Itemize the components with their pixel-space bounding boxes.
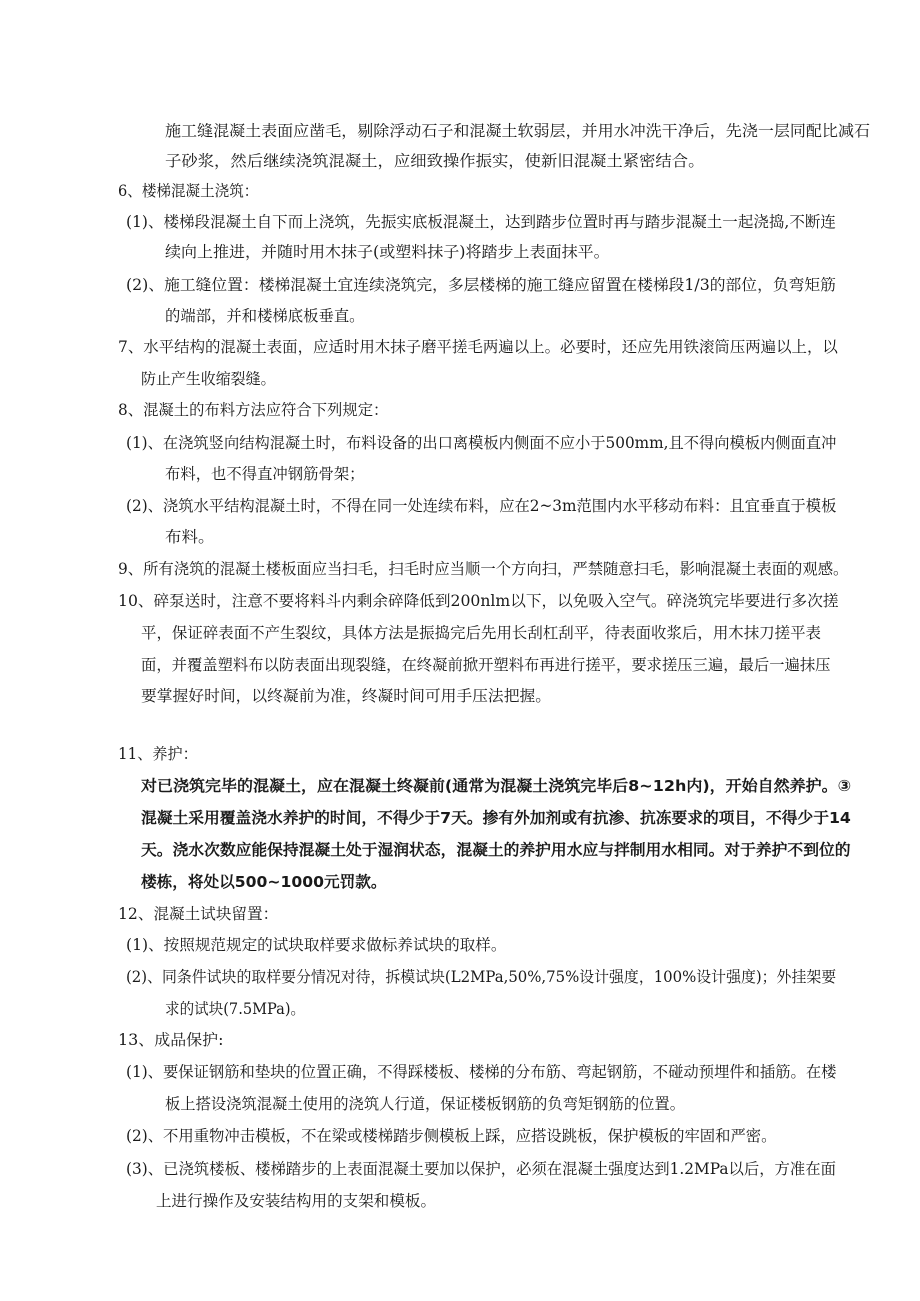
text-line: 求的试块(7.5MPa)。 xyxy=(165,1000,306,1018)
text-line: 要掌握好时间，以终凝前为准，终凝时间可用手压法把握。 xyxy=(141,687,552,705)
section-heading: 13、成品保护: xyxy=(118,1031,224,1049)
text-line: (1)、按照规范规定的试块取样要求做标养试块的取样。 xyxy=(126,936,507,954)
section-heading: 8、混凝土的布料方法应符合下列规定： xyxy=(118,401,389,419)
text-line: 施工缝混凝土表面应凿毛，剔除浮动石子和混凝土软弱层，并用水冲洗干净后，先浇一层同配比减石 xyxy=(165,122,871,140)
text-line: (1)、楼梯段混凝土自下而上浇筑，先振实底板混凝土，达到踏步位置时再与踏步混凝土一起浇捣,不断连 xyxy=(126,213,836,231)
text-line: 面，并覆盖塑料布以防表面出现裂缝，在终凝前掀开塑料布再进行搓平，要求搓压三遍，最后一遍抹压 xyxy=(141,656,831,674)
text-line: 续向上推进，并随时用木抹子(或塑料抹子)将踏步上表面抹平。 xyxy=(165,243,610,261)
text-line: (2)、施工缝位置：楼梯混凝土宜连续浇筑完，多层楼梯的施工缝应留置在楼梯段1/3的部位，负弯矩筋 xyxy=(126,276,836,294)
bold-text-line: 对已浇筑完毕的混凝土，应在混凝土终凝前(通常为混凝土浇筑完毕后8~12h内)，开始自然养护。③ xyxy=(141,777,852,795)
section-heading: 6、楼梯混凝土浇筑： xyxy=(118,182,259,200)
section-heading: 9、所有浇筑的混凝土楼板面应当扫毛，扫毛时应当顺一个方向扫，严禁随意扫毛，影响混凝土表面的观感。 xyxy=(118,560,849,578)
text-line: 子砂浆，然后继续浇筑混凝土，应细致操作振实，使新旧混凝土紧密结合。 xyxy=(165,152,705,170)
text-line: (2)、浇筑水平结构混凝土时，不得在同一处连续布料，应在2~3m范围内水平移动布料：且宜垂直于模板 xyxy=(126,497,837,515)
text-line: 的端部，并和楼梯底板垂直。 xyxy=(165,307,365,325)
text-line: 平，保证碎表面不产生裂纹，具体方法是振捣完后先用长刮杠刮平，待表面收浆后，用木抹刀搓平表 xyxy=(141,624,822,642)
section-heading: 11、养护： xyxy=(118,745,198,763)
bold-text-line: 天。浇水次数应能保持混凝土处于湿润状态，混凝土的养护用水应与拌制用水相同。对于养护不到位的 xyxy=(141,841,851,859)
text-line: 防止产生收缩裂缝。 xyxy=(141,370,276,388)
section-heading: 7、水平结构的混凝土表面，应适时用木抹子磨平搓毛两遍以上。必要时，还应先用铁滚筒压两遍以上，以 xyxy=(118,338,838,356)
text-line: (2)、同条件试块的取样要分情况对待，拆模试块(L2MPa,50%,75%设计强度，100%设计强度)；外挂架要 xyxy=(126,968,837,986)
text-line: (2)、不用重物冲击模板，不在梁或楼梯踏步侧模板上踩，应搭设跳板，保护模板的牢固和严密。 xyxy=(126,1127,777,1145)
text-line: 上进行操作及安装结构用的支架和模板。 xyxy=(156,1192,437,1210)
bold-text-line: 楼栋，将处以500~1000元罚款。 xyxy=(141,873,387,891)
text-line: 布料。 xyxy=(165,528,215,546)
bold-text-line: 混凝土采用覆盖浇水养护的时间，不得少于7天。掺有外加剂或有抗渗、抗冻要求的项目，不得少于14 xyxy=(141,809,851,827)
text-line: (3)、已浇筑楼板、楼梯踏步的上表面混凝土要加以保护，必须在混凝土强度达到1.2MPa以后，方准在面 xyxy=(126,1160,836,1178)
text-line: (1)、要保证钢筋和垫块的位置正确，不得踩楼板、楼梯的分布筋、弯起钢筋，不碰动预埋件和插筋。在楼 xyxy=(126,1063,837,1081)
text-line: 板上搭设浇筑混凝土使用的浇筑人行道，保证楼板钢筋的负弯矩钢筋的位置。 xyxy=(165,1095,686,1113)
text-line: 布料，也不得直冲钢筋骨架； xyxy=(165,465,365,483)
section-heading: 12、混凝土试块留置： xyxy=(118,905,279,923)
section-heading: 10、碎泵送时，注意不要将料斗内剩余碎降低到200nlm以下，以免吸入空气。碎浇筑完毕要进行多次搓 xyxy=(118,592,839,610)
text-line: (1)、在浇筑竖向结构混凝土时，布料设备的出口离模板内侧面不应小于500mm,且不得向模板内侧面直冲 xyxy=(126,434,837,452)
